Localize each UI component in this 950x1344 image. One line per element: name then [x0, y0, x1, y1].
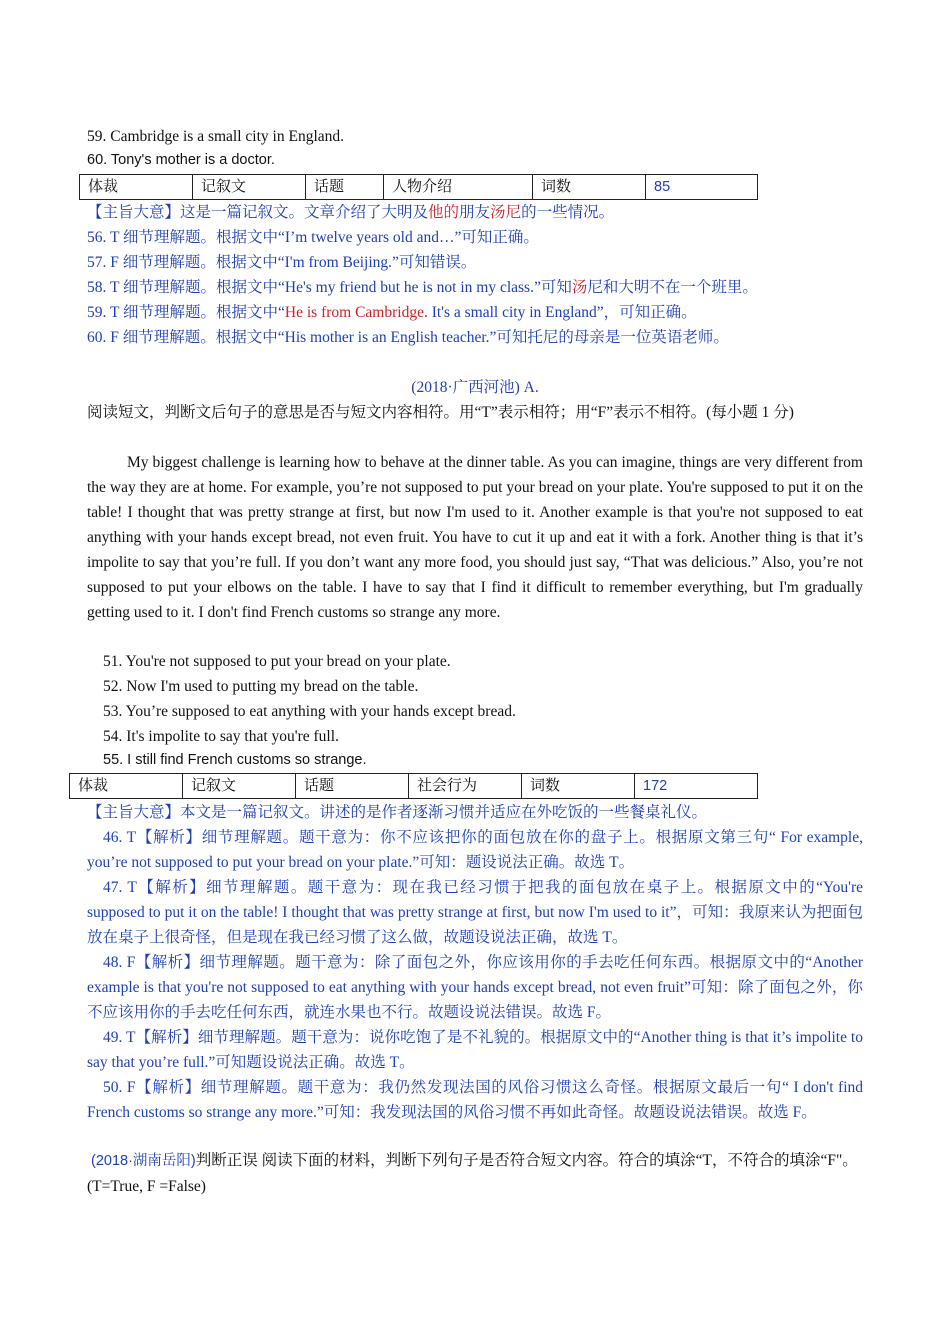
instructions: 阅读短文，判断文后句子的意思是否与短文内容相符。用“T”表示相符；用“F”表示不相符。(每小题 1 分): [87, 404, 794, 421]
answer-48: 48. F【解析】细节理解题。题干意为：除了面包之外，你应该用你的手去吃任何东西。根据原文中的“Another example is that you're not supposed to eat anything with your hands except bread, not even fruit”可知：除了面包之外，你不应该用你的手去吃任何东西，就连水果也不行。故题设说法错误。故选 F。: [87, 954, 863, 1021]
question-59: 59. Cambridge is a small city in England.: [87, 128, 344, 145]
answer-59: 59. T 细节理解题。根据文中“He is from Cambridge. It's a small city in England”，可知正确。: [87, 304, 697, 321]
question-60: 60. Tony's mother is a doctor.: [87, 152, 275, 168]
topic-value: 社会行为: [409, 774, 522, 799]
word-count-label: 词数: [533, 175, 646, 200]
word-count-label: 词数: [522, 774, 635, 799]
answer-56: 56. T 细节理解题。根据文中“I’m twelve years old and…”可知正确。: [87, 229, 539, 246]
summary-1: 【主旨大意】这是一篇记叙文。文章介绍了大明及他的朋友汤尼的一些情况。: [87, 204, 615, 221]
topic-label: 话题: [306, 175, 384, 200]
answer-60: 60. F 细节理解题。根据文中“His mother is an English teacher.”可知托尼的母亲是一位英语老师。: [87, 329, 729, 346]
answer-57: 57. F 细节理解题。根据文中“I'm from Beijing.”可知错误。: [87, 254, 477, 271]
answer-47: 47. T【解析】细节理解题。题干意为：现在我已经习惯于把我的面包放在桌子上。根据原文中的“You're supposed to put it on the table! I thought that was pretty strange at first, but now I'm used to it”，可知：我原来认为把面包放在桌子上很奇怪，但是现在我已经习惯了这么做，故题设说法正确，故选 T。: [87, 879, 863, 946]
statement-51: 51. You're not supposed to put your bread on your plate.: [103, 653, 451, 670]
statement-52: 52. Now I'm used to putting my bread on the table.: [103, 678, 419, 695]
statement-53: 53. You’re supposed to eat anything with your hands except bread.: [103, 703, 516, 720]
section-3-instructions: 判断正误 阅读下面的材料，判断下列句子是否符合短文内容。符合的填涂“T，不符合的填涂“F"。 (T=True, F =False): [87, 1152, 858, 1195]
section-3-intro: [87, 1148, 863, 1199]
genre-label: 体裁: [80, 175, 193, 200]
reading-passage: My biggest challenge is learning how to behave at the dinner table. As you can imagine, things are very different from the way they are at home. For example, you’re not supposed to put your bread on your plate. You're supposed to put it on the table! I thought that was pretty strange at first, but now I'm used to it. Another example is that you're not supposed to eat anything with your hands except bread, not even fruit. You have to cut it up and eat it with a fork. Another thing is that it’s impolite to say that you’re full. If you don’t want any more food, you should just say, “That was delicious.” Also, you’re not supposed to put your elbows on the table. I have to say that I find it difficult to remember everything, but I'm gradually getting used to it. I don't find French customs so strange any more.: [87, 454, 863, 621]
answer-49: 49. T【解析】细节理解题。题干意为：说你吃饱了是不礼貌的。根据原文中的“Another thing is that it’s impolite to say that you’re full.”可知题设说法正确。故选 T。: [87, 1029, 863, 1071]
section-heading: (2018·广西河池) A.: [411, 379, 539, 396]
genre-value: 记叙文: [183, 774, 296, 799]
statement-55: 55. I still find French customs so strange.: [103, 752, 367, 768]
summary-2: 【主旨大意】本文是一篇记叙文。讲述的是作者逐渐习惯并适应在外吃饭的一些餐桌礼仪。: [87, 804, 708, 821]
topic-label: 话题: [296, 774, 409, 799]
genre-value: 记叙文: [193, 175, 306, 200]
answer-46: 46. T【解析】细节理解题。题干意为：你不应该把你的面包放在你的盘子上。根据原文第三句“ For example, you’re not supposed to put your bread on your plate.”可知：题设说法正确。故选 T。: [87, 829, 863, 871]
section-3-source: (2018·湖南岳阳): [91, 1153, 196, 1169]
statement-54: 54. It's impolite to say that you're full.: [103, 728, 339, 745]
word-count-value: 85: [646, 175, 758, 200]
answer-50: 50. F【解析】细节理解题。题干意为：我仍然发现法国的风俗习惯这么奇怪。根据原文最后一句“ I don't find French customs so strange any more.”可知：我发现法国的风俗习惯不再如此奇怪。故题设说法错误。故选 F。: [87, 1079, 863, 1121]
word-count-value: 172: [635, 774, 758, 799]
info-table-1: [79, 174, 758, 200]
genre-label: 体裁: [70, 774, 183, 799]
topic-value: 人物介绍: [384, 175, 533, 200]
info-table-2: [69, 773, 758, 799]
answer-58: 58. T 细节理解题。根据文中“He's my friend but he is not in my class.”可知汤尼和大明不在一个班里。: [87, 279, 758, 296]
